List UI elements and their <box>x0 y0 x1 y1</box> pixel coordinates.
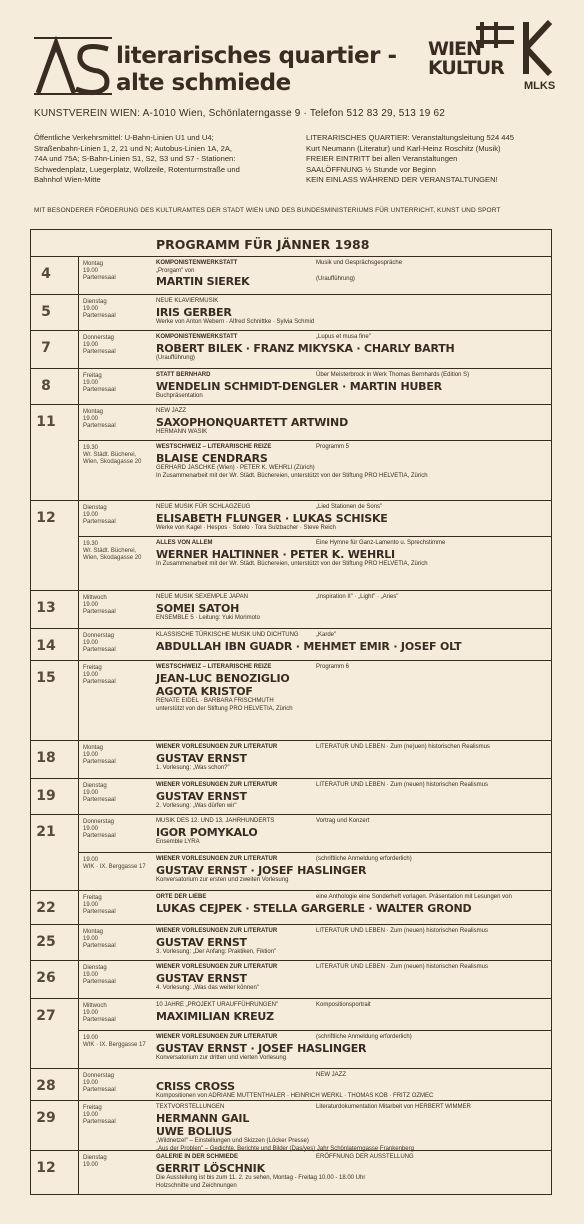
entry-weekday: Dienstag <box>83 505 107 511</box>
entry-name: SOMEI SATOH <box>156 602 240 615</box>
entry-meta <box>83 409 153 430</box>
entry-meta <box>83 1105 153 1126</box>
entry-day: 12 <box>36 510 56 526</box>
info-line: Straßenbahn-Linien 1, 2, 21 und N; Autobus-Linien 1A, 2A, <box>34 143 232 153</box>
entry-description: „Wildnetzel" – Einstellungen und Skizzen (Löcker Presse) <box>156 1138 309 1144</box>
entry-description: In Zusammenarbeit mit der Wr. Städt. Büchereien, unterstützt von der Stiftung PRO HELVETIA, Zürich <box>156 561 428 567</box>
entry-meta <box>83 1073 153 1094</box>
entry-category-2: Programm 5 <box>316 444 350 450</box>
entry-category-2: Eine Hymne für Ganz-Lamento u. Sprechstimme <box>316 540 446 546</box>
entry-time: 19.00 <box>83 380 99 386</box>
info-line: Schwedenplatz, Luegerplatz, Wollzeile, Rotenturmstraße und <box>34 164 240 174</box>
column-divider <box>78 998 79 1030</box>
entry-category-2: (schriftliche Anmeldung erforderlich) <box>316 1034 412 1040</box>
entry-name: BLAISE CENDRARS <box>156 452 268 465</box>
entry-separator <box>30 330 552 331</box>
entry-place: Parterresaal <box>83 797 116 803</box>
entry-day: 26 <box>36 970 56 986</box>
entry-category: GALERIE IN DER SCHMIEDE <box>156 1154 239 1160</box>
entry-time: 19.00 <box>83 416 99 422</box>
entry-time: 19.00 <box>83 936 99 942</box>
entry-place: Parterresaal <box>83 1017 116 1023</box>
entry-description: Werke von Kagel · Hespos · Sotelo · Tora Sulzbacher · Steve Reich <box>156 525 336 531</box>
kunstverein-address: KUNSTVEREIN WIEN: A-1010 Wien, Schönlaterngasse 9 · Telefon 512 83 29, 513 19 62 <box>34 108 446 119</box>
entry-place: Parterresaal <box>83 1119 116 1125</box>
entry-category-2: LITERATUR UND LEBEN · Zum (neuen) historischen Realismus <box>316 782 488 788</box>
entry-weekday: Dienstag <box>83 1155 107 1161</box>
entry-meta <box>83 819 153 840</box>
entry-day: 12 <box>36 1160 56 1176</box>
entry-place: WIK · IX. Berggasse 17 <box>83 1042 146 1048</box>
entry-place: Parterresaal <box>83 979 116 985</box>
entry-time: 19.00 <box>83 268 99 274</box>
entry-meta <box>83 1003 153 1024</box>
entry-separator <box>30 814 552 815</box>
entry-name-2: UWE BOLIUS <box>156 1125 233 1138</box>
entry-weekday: Montag <box>83 261 104 267</box>
entry-note: unterstützt von der Stiftung PRO HELVETIA, Zürich <box>156 706 293 712</box>
entry-separator <box>30 500 552 501</box>
entry-day: 28 <box>36 1078 56 1094</box>
entry-time: 19.00 <box>83 857 99 863</box>
entry-time: 19.00 <box>83 342 99 348</box>
entry-place: Parterresaal <box>83 909 116 915</box>
entry-separator <box>78 1030 552 1031</box>
wien-text: WIEN <box>428 38 481 60</box>
transport-info <box>34 133 284 186</box>
entry-time: 19.00 <box>83 826 99 832</box>
entry-category: WIENER VORLESUNGEN ZUR LITERATUR <box>156 1034 278 1040</box>
entry-time: 19.00 <box>83 512 99 518</box>
entry-day: 15 <box>36 670 56 686</box>
entry-category: WIENER VORLESUNGEN ZUR LITERATUR <box>156 928 278 934</box>
entry-category-2: LITERATUR UND LEBEN · Zum (ne)uen) historischen Realismus <box>316 744 490 750</box>
entry-separator <box>78 852 552 853</box>
entry-name: WERNER HALTINNER · PETER K. WEHRLI <box>156 548 395 561</box>
entry-day: 14 <box>36 638 56 654</box>
entry-description: 3. Vorlesung: „Der Anfang: Praktiken, Fiktion" <box>156 949 277 955</box>
entry-separator <box>30 1068 552 1069</box>
entry-category-2: LITERATUR UND LEBEN · Zum (neuen) historischen Realismus <box>316 928 488 934</box>
entry-category-2: (schriftliche Anmeldung erforderlich) <box>316 856 412 862</box>
entry-time: 19.00 <box>83 752 99 758</box>
entry-category: ORTE DER LIEBE <box>156 894 207 900</box>
wien-kultur-mark-icon <box>474 20 554 76</box>
entry-separator <box>30 1100 552 1101</box>
column-divider <box>78 368 79 404</box>
entry-category-2: Musik und Gesprächsgespräche <box>316 260 403 266</box>
entry-separator <box>30 924 552 925</box>
column-divider <box>78 660 79 740</box>
entry-name: HERMANN GAIL <box>156 1112 250 1125</box>
entry-day: 4 <box>41 266 51 282</box>
entry-separator <box>78 440 552 441</box>
column-divider <box>78 404 79 440</box>
entry-separator <box>30 404 552 405</box>
column-divider <box>78 500 79 536</box>
entry-time: 19.00 <box>83 1112 99 1118</box>
entry-weekday: Donnerstag <box>83 633 115 639</box>
entry-meta <box>83 373 153 394</box>
column-divider <box>78 1068 79 1100</box>
column-divider <box>78 628 79 660</box>
entry-description: (Uraufführung) <box>156 355 195 361</box>
entry-weekday: Montag <box>83 745 104 751</box>
entry-category-2: NEW JAZZ <box>316 1072 346 1078</box>
entry-category-2: „Lupus et musa fine" <box>316 334 371 340</box>
entry-time: 19.00 <box>83 602 99 608</box>
entry-place: Parterresaal <box>83 387 116 393</box>
alte-schmiede-logo <box>34 35 112 97</box>
entry-meta <box>83 261 153 282</box>
entry-category-2: Vortrag und Konzert <box>316 818 370 824</box>
entry-name: IGOR POMYKALO <box>156 826 258 839</box>
entry-category: 10 JAHRE „PROJEKT URAUFFÜHRUNGEN" <box>156 1002 279 1008</box>
entry-time: 19.00 <box>83 972 99 978</box>
entry-meta <box>83 965 153 986</box>
entry-weekday: Freitag <box>83 895 102 901</box>
entry-category: KOMPONISTENWERKSTATT <box>156 260 238 266</box>
column-divider <box>78 740 79 778</box>
entry-category: WIENER VORLESUNGEN ZUR LITERATUR <box>156 782 278 788</box>
column-divider <box>78 1150 79 1195</box>
entry-meta <box>83 595 153 616</box>
entry-place: Parterresaal <box>83 423 116 429</box>
entry-day: 25 <box>36 934 56 950</box>
entry-name: JEAN-LUC BENOZIGLIO <box>156 672 290 685</box>
column-divider <box>78 294 79 330</box>
kultur-text: KULTUR <box>428 57 504 79</box>
info-line: 74A und 75A; S-Bahn-Linien S1, S2, S3 und S7 - Stationen: <box>34 154 236 163</box>
entry-day: 18 <box>36 750 56 766</box>
column-divider <box>78 1030 79 1068</box>
entry-meta <box>83 335 153 356</box>
entry-category: WESTSCHWEIZ – LITERARISCHE REIZE <box>156 444 272 450</box>
column-divider <box>78 960 79 998</box>
entry-separator <box>30 294 552 295</box>
entry-place: Parterresaal <box>83 1087 116 1093</box>
entry-name: SAXOPHONQUARTETT ARTWIND <box>156 416 348 429</box>
entry-separator <box>30 660 552 661</box>
entry-meta <box>83 1035 153 1049</box>
entry-category: NEUE KLAVIERMUSIK <box>156 298 219 304</box>
entry-day: 7 <box>41 340 51 356</box>
entry-meta <box>83 299 153 320</box>
entry-name: MAXIMILIAN KREUZ <box>156 1010 274 1023</box>
entry-weekday: Freitag <box>83 1105 102 1111</box>
entry-category: MUSIK DES 12. UND 13. JAHRHUNDERTS <box>156 818 275 824</box>
entry-name: GUSTAV ERNST <box>156 936 247 949</box>
entry-meta <box>83 633 153 654</box>
entry-place: Parterresaal <box>83 313 116 319</box>
entry-place: Wr. Städt. Bücherei, Wien, Skodagasse 20 <box>83 548 142 561</box>
entry-place: Parterresaal <box>83 349 116 355</box>
entry-category-2: „Inspiration II" · „Light" · „Aries" <box>316 594 399 600</box>
entry-day: 11 <box>36 414 56 430</box>
entry-separator <box>30 960 552 961</box>
entry-time: 19.00 <box>83 1080 99 1086</box>
entry-weekday: Freitag <box>83 665 102 671</box>
entry-category: STATT BERNHARD <box>156 372 211 378</box>
column-divider <box>78 1100 79 1150</box>
venue-info <box>306 133 556 186</box>
column-divider <box>78 590 79 628</box>
entry-place: Parterresaal <box>83 759 116 765</box>
entry-name: ELISABETH FLUNGER · LUKAS SCHISKE <box>156 512 388 525</box>
entry-separator <box>30 778 552 779</box>
mlks-label: MLKS <box>524 80 556 92</box>
entry-description: GERHARD JASCHKE (Wien) · PETER K. WEHRLI (Zürich) <box>156 465 315 471</box>
entry-subline: „Prorgam" von <box>156 268 195 274</box>
entry-description: RENATE EIDEL · BARBARA FRISCHMUTH <box>156 698 274 704</box>
entry-note: In Zusammenarbeit mit der Wr. Städt. Büchereien, unterstützt von der Stiftung PRO HELVETIA, Zürich <box>156 473 428 479</box>
info-line: KEIN EINLASS WÄHREND DER VERANSTALTUNGEN! <box>306 175 498 184</box>
entry-place: Wr. Städt. Bücherei, Wien, Skodagasse 20 <box>83 452 142 465</box>
entry-separator <box>30 1150 552 1151</box>
entry-description: 4. Vorlesung: „Was das weiter können" <box>156 985 259 991</box>
entry-weekday: Montag <box>83 929 104 935</box>
column-divider <box>78 536 79 590</box>
entry-day: 19 <box>36 788 56 804</box>
column-divider <box>78 256 79 294</box>
entry-time: 19.00 <box>83 672 99 678</box>
column-divider <box>78 924 79 960</box>
entry-name: GUSTAV ERNST · JOSEF HASLINGER <box>156 864 367 877</box>
entry-weekday: Donnerstag <box>83 819 115 825</box>
entry-day: 13 <box>36 600 56 616</box>
entry-name: ABDULLAH IBN GUADR · MEHMET EMIR · JOSEF OLT <box>156 640 462 653</box>
entry-category-2: „Lied Stationen de Sons" <box>316 504 383 510</box>
entry-place: Parterresaal <box>83 679 116 685</box>
entry-category: WESTSCHWEIZ – LITERARISCHE REIZE <box>156 664 272 670</box>
entry-description: Konversatorium zur ersten und zweiten Vorlesung <box>156 877 289 883</box>
entry-description: Ensemble LYRA <box>156 839 200 845</box>
entry-description: Konversatorium zur dritten und vierten Vorlesung <box>156 1055 287 1061</box>
entry-category: WIENER VORLESUNGEN ZUR LITERATUR <box>156 964 278 970</box>
entry-category: KLASSISCHE TÜRKISCHE MUSIK UND DICHTUNG <box>156 632 299 638</box>
entry-meta <box>83 665 153 686</box>
entry-name: GUSTAV ERNST <box>156 752 247 765</box>
entry-category: ALLES VON ALLEM <box>156 540 213 546</box>
entry-meta <box>83 929 153 950</box>
entry-time: 19.00 <box>83 790 99 796</box>
program-title: PROGRAMM FÜR JÄNNER 1988 <box>156 237 370 252</box>
entry-weekday: Donnerstag <box>83 335 115 341</box>
entry-description: Kompositionen von ADRIANE MUTTENTHALER · HEINRICH WERKL · THOMAS KOB · FRITZ OZMEC <box>156 1093 434 1099</box>
entry-meta <box>83 783 153 804</box>
entry-day: 29 <box>36 1110 56 1126</box>
entry-description: ENSEMBLE 5 · Leitung: Yuki Morimoto <box>156 615 260 621</box>
entry-separator <box>30 890 552 891</box>
entry-name: GERRIT LÖSCHNIK <box>156 1162 265 1175</box>
entry-place: Parterresaal <box>83 647 116 653</box>
entry-time: 19.00 <box>83 1035 99 1041</box>
entry-weekday: Mittwoch <box>83 1003 107 1009</box>
entry-weekday: Dienstag <box>83 299 107 305</box>
entry-note: „Aus der Problen" – Gedichte, Berichte und Bilder (Das/yes) Jahr Schönlaterngasse Frankenberg <box>156 1146 414 1152</box>
entry-meta <box>83 505 153 526</box>
entry-meta <box>83 895 153 916</box>
info-line: LITERARISCHES QUARTIER: Veranstaltungsleitung 524 445 <box>306 133 514 142</box>
entry-category-2: „Karde" <box>316 632 337 638</box>
entry-separator <box>78 536 552 537</box>
entry-separator <box>30 368 552 369</box>
entry-place: Parterresaal <box>83 275 116 281</box>
entry-category: NEUE MUSIK SEXEMPLE JAPAN <box>156 594 248 600</box>
title-line-1: literarisches quartier - <box>116 43 397 69</box>
entry-category: NEUE MUSIK FÜR SCHLAGZEUG <box>156 504 251 510</box>
entry-description: 2. Vorlesung: „Was dürfen wir" <box>156 803 237 809</box>
info-line: Kurt Neumann (Literatur) und Karl-Heinz Roschitz (Musik) <box>306 143 501 153</box>
entry-time: 19.00 <box>83 640 99 646</box>
as-logo-icon <box>34 35 112 97</box>
entry-time: 19.30 <box>83 445 99 451</box>
entry-note: (Uraufführung) <box>316 276 355 282</box>
entry-category-2: ERÖFFNUNG DER AUSSTELLUNG <box>316 1154 414 1160</box>
entry-separator <box>30 998 552 999</box>
entry-meta <box>83 857 153 871</box>
entry-meta <box>83 1155 153 1169</box>
entry-time: 19.00 <box>83 902 99 908</box>
entry-category-2: LITERATUR UND LEBEN · Zum (neuen) historischen Realismus <box>316 964 488 970</box>
entry-time: 19.30 <box>83 541 99 547</box>
info-line: SAALÖFFNUNG ½ Stunde vor Beginn <box>306 164 436 174</box>
entry-separator <box>30 628 552 629</box>
column-divider <box>78 330 79 368</box>
info-line: Öffentliche Verkehrsmittel: U-Bahn-Linien U1 und U4; <box>34 133 214 142</box>
entry-day: 22 <box>36 900 56 916</box>
entry-meta <box>83 445 153 466</box>
entry-description: HERMANN WASIK <box>156 429 208 435</box>
title-line-2: alte schmiede <box>116 70 291 96</box>
entry-weekday: Mittwoch <box>83 595 107 601</box>
entry-weekday: Donnerstag <box>83 1073 115 1079</box>
entry-description: 1. Vorlesung: „Was schon?" <box>156 765 230 771</box>
column-divider <box>78 440 79 500</box>
info-line: Bahnhof Wien-Mitte <box>34 175 101 184</box>
entry-category-2: Über Meisterbrock in Werk Thomas Bernhards (Edition S) <box>316 372 470 378</box>
entry-meta <box>83 541 153 562</box>
entry-note: Holzschnitte und Zeichnungen <box>156 1183 237 1189</box>
entry-weekday: Dienstag <box>83 965 107 971</box>
entry-description: Werke von Anton Webern · Alfred Schnittke · Sylvia Schmid <box>156 319 315 325</box>
support-line: MIT BESONDERER FÖRDERUNG DES KULTURAMTES DER STADT WIEN UND DES BUNDESMINISTERIUMS FÜR UNTERRICHT, KUNST UND SPORT <box>34 207 501 214</box>
entry-day: 21 <box>36 824 56 840</box>
entry-separator <box>30 740 552 741</box>
entry-category: WIENER VORLESUNGEN ZUR LITERATUR <box>156 744 278 750</box>
entry-category-2: eine Anthologie eine Sonderheft vorlagen. Präsentation mit Lesungen von <box>316 894 512 900</box>
entry-category-2: Kompositionsportrait <box>316 1002 371 1008</box>
entry-day: 8 <box>41 378 51 394</box>
entry-name: ROBERT BILEK · FRANZ MIKYSKA · CHARLY BARTH <box>156 342 455 355</box>
entry-place: Parterresaal <box>83 833 116 839</box>
info-line: FREIER EINTRITT bei allen Veranstaltungen <box>306 154 458 163</box>
entry-description: Buchpräsentation <box>156 393 203 399</box>
entry-weekday: Dienstag <box>83 783 107 789</box>
column-divider <box>78 890 79 924</box>
column-divider <box>78 814 79 852</box>
entry-time: 19.00 <box>83 306 99 312</box>
entry-time: 19.00 <box>83 1010 99 1016</box>
entry-name: CRISS CROSS <box>156 1080 235 1093</box>
entry-weekday: Montag <box>83 409 104 415</box>
entry-name: GUSTAV ERNST <box>156 972 247 985</box>
entry-category: KOMPONISTENWERKSTATT <box>156 334 238 340</box>
entry-name: GUSTAV ERNST · JOSEF HASLINGER <box>156 1042 367 1055</box>
entry-name: IRIS GERBER <box>156 306 232 319</box>
entry-name-2: AGOTA KRISTOF <box>156 685 253 698</box>
entry-category: TEXTVORSTELLUNGEN <box>156 1104 225 1110</box>
entry-day: 5 <box>41 304 51 320</box>
entry-weekday: Freitag <box>83 373 102 379</box>
entry-place: Parterresaal <box>83 609 116 615</box>
entry-category-2: Literaturdokumentation Mitarbeit von HERBERT WIMMER <box>316 1104 471 1110</box>
entry-place: WIK · IX. Berggasse 17 <box>83 864 146 870</box>
column-divider <box>78 778 79 814</box>
entry-separator <box>30 256 552 257</box>
entry-category: WIENER VORLESUNGEN ZUR LITERATUR <box>156 856 278 862</box>
entry-category-2: Programm 6 <box>316 664 350 670</box>
entry-separator <box>30 590 552 591</box>
entry-place: Parterresaal <box>83 943 116 949</box>
entry-category: NEW JAZZ <box>156 408 186 414</box>
entry-place: Parterresaal <box>83 519 116 525</box>
entry-meta <box>83 745 153 766</box>
entry-name: MARTIN SIEREK <box>156 275 250 288</box>
entry-description: Die Ausstellung ist bis zum 11. 2. zu sehen, Montag - Freitag 10.00 - 18.00 Uhr <box>156 1175 366 1181</box>
column-divider <box>78 852 79 890</box>
entry-name: LUKAS CEJPEK · STELLA GARGERLE · WALTER GROND <box>156 902 472 915</box>
entry-name: WENDELIN SCHMIDT-DENGLER · MARTIN HUBER <box>156 380 442 393</box>
entry-day: 27 <box>36 1008 56 1024</box>
entry-name: GUSTAV ERNST <box>156 790 247 803</box>
entry-time: 19.00 <box>83 1162 99 1168</box>
